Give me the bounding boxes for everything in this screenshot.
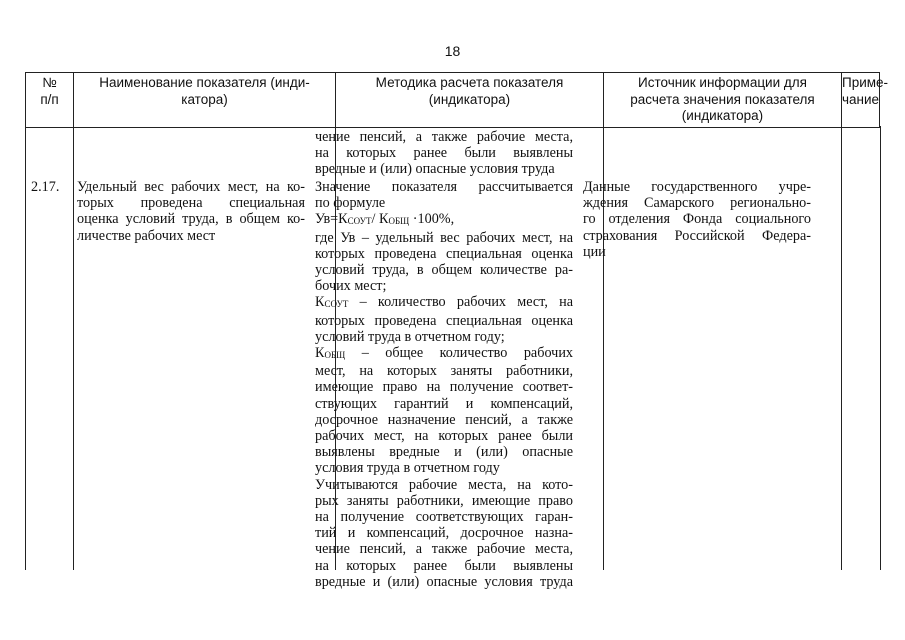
- page-number: 18: [444, 43, 461, 59]
- header-name: Наименование показателя (инди- катора): [73, 73, 335, 127]
- header-method: Методика расчета показателя (индикатора): [335, 73, 603, 127]
- column-line: [841, 126, 842, 570]
- column-line: [73, 126, 74, 570]
- kobsh-definition: КОБЩ – общее количество рабочих: [315, 345, 573, 362]
- indicator-name: Удельный вес рабочих мест, на ко- торых проведена специальная оценка условий труда, в общем ко- личестве рабочих мест: [77, 179, 305, 244]
- header-note: Приме- чание: [841, 73, 880, 127]
- header-source: Источник информации для расчета значения показателя (индикатора): [603, 73, 841, 127]
- formula: Ув=КСОУТ/ КОБЩ ·100%,: [315, 211, 455, 228]
- information-source: Данные государственного учре- ждения Самарского регионально- го отделения Фонда социального страхования Российской Федера- ции: [583, 179, 811, 260]
- calculation-method: Значение показателя рассчитывается по формуле Ув=КСОУТ/ КОБЩ ·100%, где Ув – удельный вес рабочих мест, на которых проведена специальная оценка условий труда, в общем количестве ра- бочих мест; КСОУТ – количество рабочих мест, на которых проведена специальная оценка условий труда в отчетном году; КОБЩ – общее количество рабочих мест, на которых заняты работники, имеющие право на получение соответ- ствующих гарантий и компенсаций, досрочное назначение пенсий, а также рабочих мест, на которых ранее были выявлены вредные и (или) опасные условия труда в отчетном году Учитываются рабочие места, на кото- рых заняты работники, имеющие право на получение соответствующих гаран- тий и компенсаций, досрочное назна- чение пенсий, а также рабочие места, на которых ранее были выявлены вредные и (или) опасные условия труда: [315, 179, 573, 590]
- ksout-definition: КСОУТ – количество рабочих мест, на: [315, 294, 573, 311]
- row-number: 2.17.: [31, 179, 60, 195]
- header-num: № п/п: [25, 73, 73, 127]
- column-line: [25, 126, 26, 570]
- column-line: [880, 126, 881, 570]
- method-continuation: чение пенсий, а также рабочие места, на которых ранее были выявлены вредные и (или) опасные условия труда: [315, 129, 573, 178]
- table-header: [25, 72, 889, 128]
